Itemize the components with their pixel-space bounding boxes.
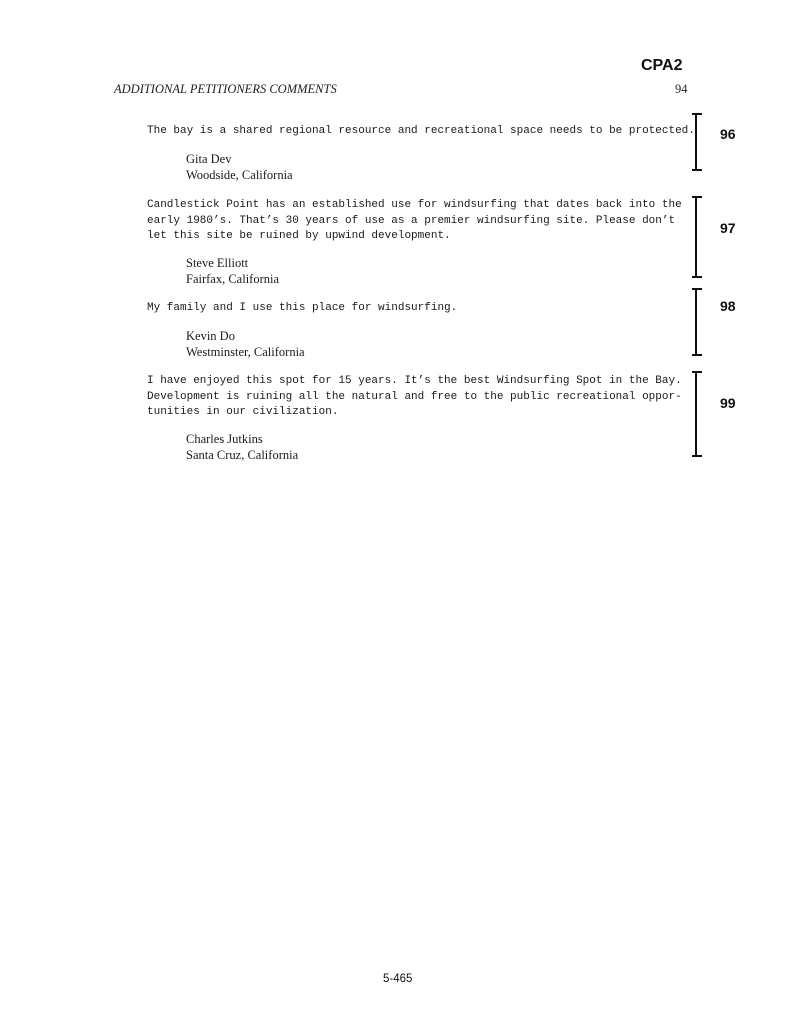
commenter-name: Charles Jutkins <box>186 432 263 446</box>
comment-signature <box>186 432 298 463</box>
document-tag: CPA2 <box>641 57 683 74</box>
comment-text: Candlestick Point has an established use for windsurfing that dates back into the early 1980’s. That’s 30 years of use as a premier windsurfing site. Please don’t let this site be ruined by upwind development. <box>147 199 682 242</box>
commenter-location: Westminster, California <box>186 344 305 359</box>
comment-bracket <box>692 196 702 278</box>
comment-number: 96 <box>720 126 736 142</box>
commenter-name: Steve Elliott <box>186 256 249 270</box>
comment-bracket <box>692 288 702 356</box>
commenter-name: Gita Dev <box>186 152 232 166</box>
comment-text: My family and I use this place for windsurfing. <box>147 302 458 314</box>
comment-text: The bay is a shared regional resource and recreational space needs to be protected. <box>147 125 695 137</box>
commenter-location: Woodside, California <box>186 167 293 182</box>
comment-bracket <box>692 371 702 457</box>
comment-number: 99 <box>720 395 736 411</box>
comment-signature <box>186 329 305 360</box>
comment-text: I have enjoyed this spot for 15 years. It’s the best Windsurfing Spot in the Bay. Development is ruining all the natural and free to the public recreational oppor- tunities in our civilization. <box>147 375 682 418</box>
commenter-location: Fairfax, California <box>186 271 280 286</box>
commenter-location: Santa Cruz, California <box>186 447 299 462</box>
comment-signature <box>186 152 293 183</box>
comment-number: 98 <box>720 298 736 314</box>
commenter-name: Kevin Do <box>186 329 235 343</box>
comment-signature <box>186 256 279 287</box>
comment-number: 97 <box>720 220 736 236</box>
comment-bracket <box>692 113 702 171</box>
running-header-title: ADDITIONAL PETITIONERS COMMENTS <box>114 82 337 96</box>
header-page-number: 94 <box>675 82 688 96</box>
footer-page-label: 5-465 <box>383 973 413 985</box>
